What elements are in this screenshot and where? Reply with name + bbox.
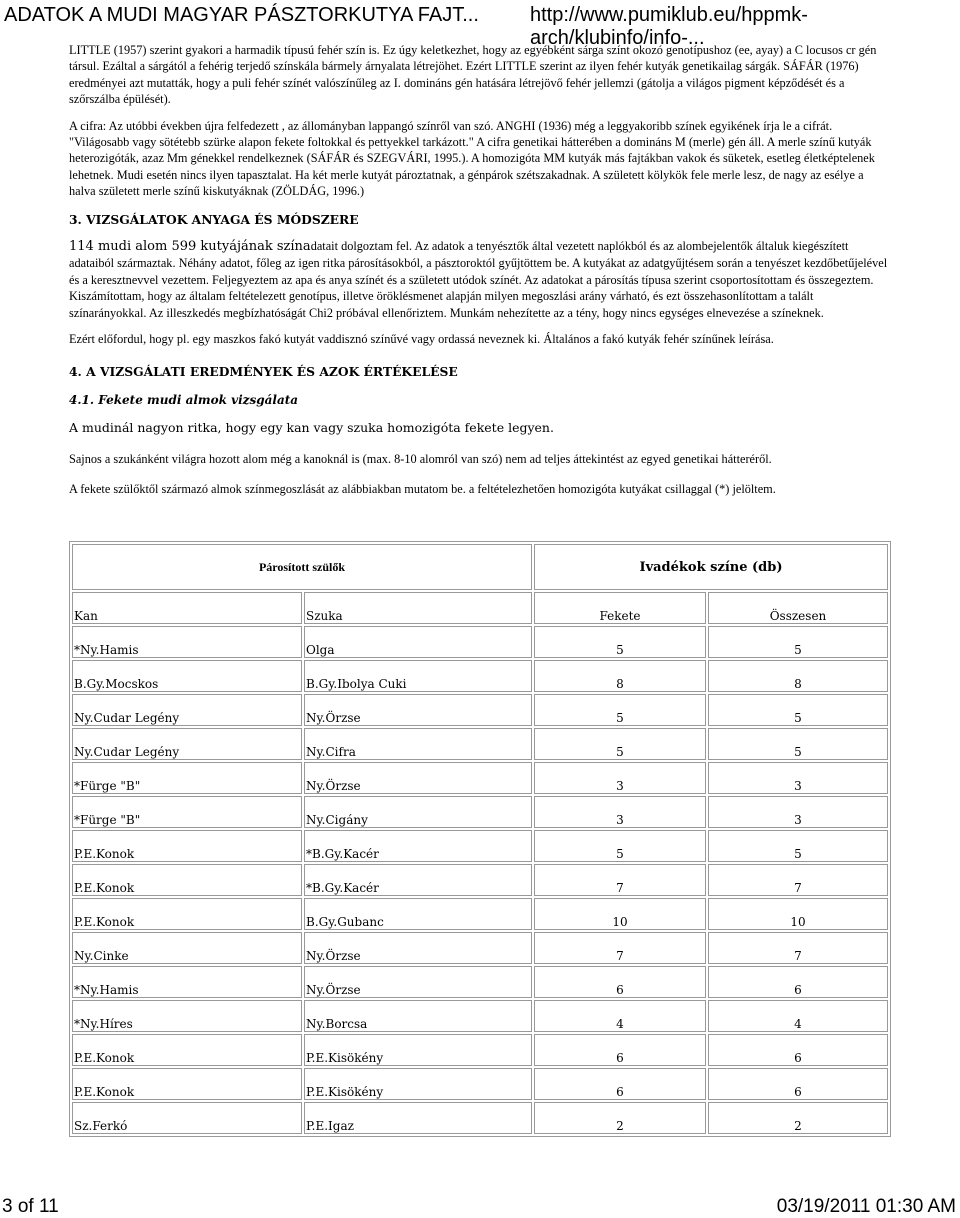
cell-szuka: Ny.Örzse xyxy=(304,966,532,998)
cell-szuka: Ny.Borcsa xyxy=(304,1000,532,1032)
cell-fekete: 7 xyxy=(534,864,706,896)
results-table-wrapper xyxy=(69,541,889,1137)
section-heading-3: 3. VIZSGÁLATOK ANYAGA ÉS MÓDSZERE xyxy=(69,211,359,227)
results-table xyxy=(69,541,891,1137)
cell-fekete: 4 xyxy=(534,1000,706,1032)
cell-osszesen: 3 xyxy=(708,796,888,828)
cell-szuka: *B.Gy.Kacér xyxy=(304,864,532,896)
cell-fekete: 3 xyxy=(534,796,706,828)
cell-kan: *Ny.Híres xyxy=(72,1000,302,1032)
cell-szuka: Ny.Cigány xyxy=(304,796,532,828)
cell-szuka: Olga xyxy=(304,626,532,658)
cell-fekete: 7 xyxy=(534,932,706,964)
page-url: http://www.pumiklub.eu/hppmk-arch/klubinfo/info-... xyxy=(530,4,808,49)
cell-fekete: 8 xyxy=(534,660,706,692)
col-szuka: Szuka xyxy=(304,592,532,624)
cell-szuka: Ny.Cifra xyxy=(304,728,532,760)
cell-osszesen: 5 xyxy=(708,626,888,658)
cell-fekete: 6 xyxy=(534,966,706,998)
cell-fekete: 10 xyxy=(534,898,706,930)
paragraph-little: LITTLE (1957) szerint gyakori a harmadik típusú fehér szín is. Ez úgy keletkezhet, hogy az egyébként sárga színt okozó genotípushoz (ee, ayay) a C locusos cr gén társul. Ezáltal a sárgától a fehérig terjedő színskála bármely árnyalata létrejöhet. Ezért LITTLE szerint az ilyen fehér kutyák genetikailag sárgák. SÁFÁR (1976) eredményei azt mutatták, hogy a puli fehér színét valószínűleg az I. domináns gén hatására létrejövő fehér jellemzi (gátolja a világos pigment képződését és a szőrszálba épülését). xyxy=(69,43,877,107)
cell-kan: *Fürge "B" xyxy=(72,762,302,794)
table-row xyxy=(72,1034,888,1066)
col-fekete: Fekete xyxy=(534,592,706,624)
cell-osszesen: 5 xyxy=(708,728,888,760)
cell-osszesen: 6 xyxy=(708,966,888,998)
browser-header xyxy=(0,2,960,49)
page-counter: 3 of 11 xyxy=(2,1196,59,1217)
cell-osszesen: 3 xyxy=(708,762,888,794)
paragraph-litter: Sajnos a szukánként világra hozott alom még a kanoknál is (max. 8-10 alomról van szó) nem ad teljes áttekintést az egyed genetikai hátteréről. xyxy=(69,451,772,466)
cell-szuka: B.Gy.Ibolya Cuki xyxy=(304,660,532,692)
table-row xyxy=(72,1000,888,1032)
cell-szuka: P.E.Kisökény xyxy=(304,1034,532,1066)
methods-rest: datait dolgoztam fel. Az adatok a tenyésztők által vezetett naplókból és az alombejelentők általuk kiegészített adataiból származtak. Néhány adatot, főleg az igen ritka párosításokból, a pásztoroktól gyűjtöttem be. A kutyákat az adatgyűjtésem során a tenyészet kezdőbetűjelével és a keresztnevvel vezettem. Feljegyeztem az apa és anya színét és a született utódok színét. Az adatokat a párosítás típusa szerint csoportosítottam és összegeztem. Kiszámítottam, hogy az általam feltételezett genotípus, illetve öröklésmenet alapján milyen megoszlási arány várható, és ezt összehasonlítottam a talált színarányokkal. Az illeszkedés megbízhatóságát Chi2 próbával ellenőriztem. Munkám nehezítette az a tény, hogy nincs egységes elnevezése a színeknek. xyxy=(69,239,888,320)
cell-kan: Sz.Ferkó xyxy=(72,1102,302,1134)
table-row xyxy=(72,762,888,794)
table-row xyxy=(72,966,888,998)
cell-osszesen: 7 xyxy=(708,864,888,896)
cell-osszesen: 5 xyxy=(708,694,888,726)
table-row xyxy=(72,694,888,726)
header-offspring-label: Ivadékok színe (db) xyxy=(639,559,783,575)
table-row xyxy=(72,864,888,896)
page-title: ADATOK A MUDI MAGYAR PÁSZTORKUTYA FAJT... xyxy=(4,4,479,26)
cell-szuka: Ny.Örzse xyxy=(304,762,532,794)
col-kan: Kan xyxy=(72,592,302,624)
browser-footer xyxy=(0,1196,960,1218)
cell-kan: P.E.Konok xyxy=(72,864,302,896)
table-header-row xyxy=(72,544,888,590)
cell-fekete: 2 xyxy=(534,1102,706,1134)
cell-fekete: 5 xyxy=(534,728,706,760)
cell-fekete: 6 xyxy=(534,1068,706,1100)
cell-osszesen: 10 xyxy=(708,898,888,930)
table-row xyxy=(72,898,888,930)
paragraph-naming: Ezért előfordul, hogy pl. egy maszkos fakó kutyát vaddisznó színűvé vagy ordassá neveznek ki. Általános a fakó kutyák fehér színűnek leírása. xyxy=(69,332,774,347)
cell-kan: *Ny.Hamis xyxy=(72,626,302,658)
methods-lead: 114 mudi alom 599 kutyájának szína xyxy=(69,239,311,255)
cell-szuka: B.Gy.Gubanc xyxy=(304,898,532,930)
cell-fekete: 3 xyxy=(534,762,706,794)
cell-kan: *Fürge "B" xyxy=(72,796,302,828)
cell-fekete: 5 xyxy=(534,626,706,658)
cell-fekete: 6 xyxy=(534,1034,706,1066)
table-row xyxy=(72,1068,888,1100)
cell-kan: Ny.Cudar Legény xyxy=(72,728,302,760)
subsection-heading-4-1: 4.1. Fekete mudi almok vizsgálata xyxy=(69,392,299,407)
cell-kan: P.E.Konok xyxy=(72,1068,302,1100)
header-parents-label: Párosított szülők xyxy=(258,559,346,574)
cell-szuka: P.E.Kisökény xyxy=(304,1068,532,1100)
table-row xyxy=(72,626,888,658)
cell-szuka: P.E.Igaz xyxy=(304,1102,532,1134)
paragraph-cifra: A cifra: Az utóbbi években újra felfedezett , az állományban lappangó színről van szó. ANGHI (1936) még a leggyakoribb színek egyikének írja le a cifrát. "Világosabb vagy sötétebb szürke alapon fekete foltokkal és pettyekkel tarkázott." A cifra genetikai hátterében a domináns M (merle) gén áll. A merle színű kutyák heterozigóták, azaz Mm génekkel rendelkeznek (SÁFÁR és SZEGVÁRI, 1995.). A homozigóta MM kutyák más fajtákban vakok és süketek, esetleg életképtelenek lehetnek. Mudi esetén nincs ilyen tapasztalat. Ha két merle kutyát pároztatnak, a génpárok szétszakadnak. A született kölykök fele merle lesz, de nagy az esélye a halva született merle színű kiskutyáknak (ZÖLDÁG, 1996.) xyxy=(69,118,875,199)
cell-kan: P.E.Konok xyxy=(72,1034,302,1066)
cell-osszesen: 4 xyxy=(708,1000,888,1032)
cell-osszesen: 8 xyxy=(708,660,888,692)
paragraph-methods xyxy=(69,238,893,321)
cell-osszesen: 2 xyxy=(708,1102,888,1134)
cell-kan: *Ny.Hamis xyxy=(72,966,302,998)
cell-szuka: Ny.Örzse xyxy=(304,694,532,726)
cell-kan: B.Gy.Mocskos xyxy=(72,660,302,692)
section-heading-4: 4. A VIZSGÁLATI EREDMÉNYEK ÉS AZOK ÉRTÉKELÉSE xyxy=(69,363,458,379)
document-body xyxy=(69,42,893,498)
cell-osszesen: 6 xyxy=(708,1068,888,1100)
cell-kan: P.E.Konok xyxy=(72,898,302,930)
table-row xyxy=(72,932,888,964)
cell-kan: Ny.Cinke xyxy=(72,932,302,964)
cell-fekete: 5 xyxy=(534,694,706,726)
cell-osszesen: 7 xyxy=(708,932,888,964)
cell-kan: P.E.Konok xyxy=(72,830,302,862)
table-row xyxy=(72,660,888,692)
header-offspring xyxy=(534,544,888,590)
header-parents xyxy=(72,544,532,590)
table-row xyxy=(72,796,888,828)
cell-fekete: 5 xyxy=(534,830,706,862)
cell-osszesen: 5 xyxy=(708,830,888,862)
cell-kan: Ny.Cudar Legény xyxy=(72,694,302,726)
paragraph-table-intro: A fekete szülőktől származó almok színmegoszlását az alábbiakban mutatom be. a feltételezhetően homozigóta kutyákat csillaggal (*) jelöltem. xyxy=(69,482,776,497)
table-row xyxy=(72,728,888,760)
print-datetime: 03/19/2011 01:30 AM xyxy=(776,1196,956,1217)
paragraph-rare: A mudinál nagyon ritka, hogy egy kan vagy szuka homozigóta fekete legyen. xyxy=(69,420,554,436)
cell-osszesen: 6 xyxy=(708,1034,888,1066)
cell-szuka: Ny.Örzse xyxy=(304,932,532,964)
cell-szuka: *B.Gy.Kacér xyxy=(304,830,532,862)
table-column-row xyxy=(72,592,888,624)
col-osszesen: Összesen xyxy=(708,592,888,624)
table-row xyxy=(72,830,888,862)
table-row xyxy=(72,1102,888,1134)
